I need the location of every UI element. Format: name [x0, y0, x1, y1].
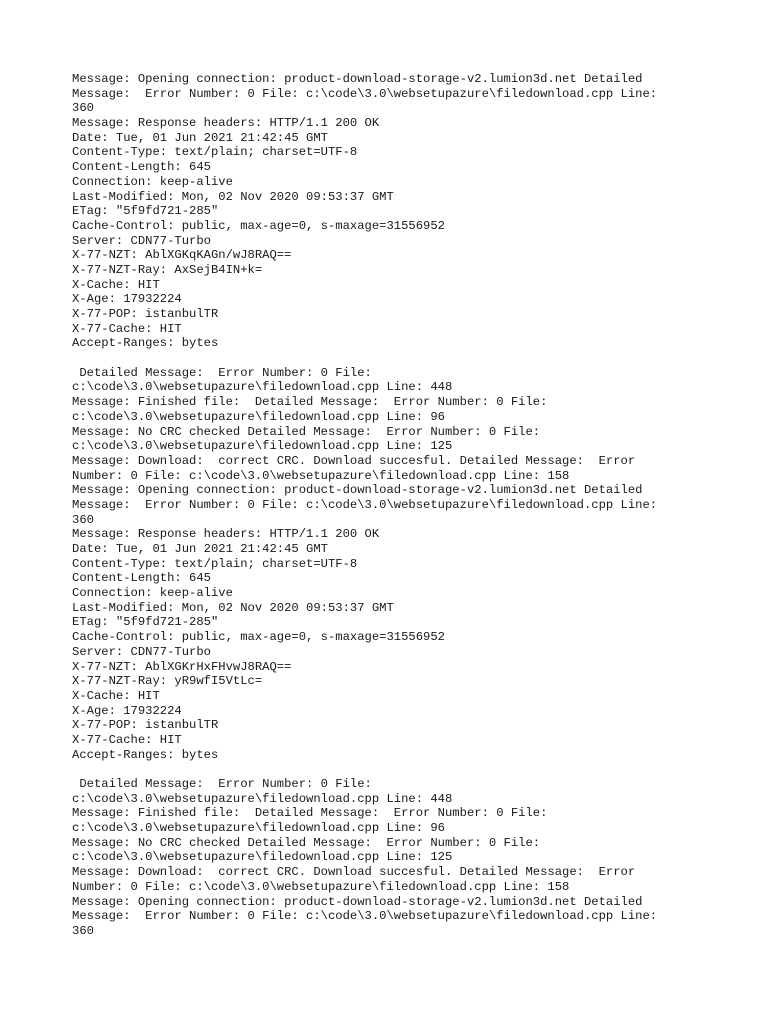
log-line: Message: Opening connection: product-download-storage-v2.lumion3d.net Detailed [72, 894, 643, 909]
log-line: Last-Modified: Mon, 02 Nov 2020 09:53:37 GMT [72, 189, 394, 204]
log-line: Message: Response headers: HTTP/1.1 200 OK [72, 116, 380, 131]
log-line: Detailed Message: Error Number: 0 File: [72, 777, 372, 791]
log-line: Content-Length: 645 [72, 571, 211, 586]
log-line: c:\code\3.0\websetupazure\filedownload.cpp Line: 125 [72, 439, 453, 454]
log-line: Message: Download: correct CRC. Download succesful. Detailed Message: Error [72, 453, 636, 468]
log-line: Cache-Control: public, max-age=0, s-maxage=31556952 [72, 218, 445, 233]
log-line: X-Cache: HIT [72, 277, 160, 292]
log-line: Connection: keep-alive [72, 174, 233, 189]
log-line [72, 351, 712, 366]
log-line: Detailed Message: Error Number: 0 File: [72, 365, 372, 380]
log-line: 360 [72, 923, 94, 938]
log-line: X-77-POP: istanbulTR [72, 718, 219, 733]
log-line: Date: Tue, 01 Jun 2021 21:42:45 GMT [72, 130, 328, 145]
log-line: Server: CDN77-Turbo [72, 644, 211, 659]
log-line: Message: Opening connection: product-download-storage-v2.lumion3d.net Detailed [72, 72, 643, 86]
log-line: 360 [72, 101, 94, 116]
log-line: X-77-NZT-Ray: yR9wfI5VtLc= [72, 674, 263, 689]
log-line: Server: CDN77-Turbo [72, 233, 211, 248]
log-line: Message: No CRC checked Detailed Message: Error Number: 0 File: [72, 835, 541, 850]
log-page [72, 72, 712, 939]
log-line: Message: Error Number: 0 File: c:\code\3.0\websetupazure\filedownload.cpp Line: [72, 909, 658, 924]
log-line: Number: 0 File: c:\code\3.0\websetupazure\filedownload.cpp Line: 158 [72, 879, 570, 894]
log-line: Cache-Control: public, max-age=0, s-maxage=31556952 [72, 630, 445, 645]
log-line: Message: No CRC checked Detailed Message: Error Number: 0 File: [72, 424, 541, 439]
log-line: Number: 0 File: c:\code\3.0\websetupazure\filedownload.cpp Line: 158 [72, 468, 570, 483]
log-line: 360 [72, 512, 94, 527]
log-line: ETag: "5f9fd721-285" [72, 615, 219, 630]
log-line: Message: Finished file: Detailed Message: Error Number: 0 File: [72, 395, 548, 410]
log-line: X-77-NZT: AblXGKqKAGn/wJ8RAQ== [72, 248, 292, 263]
log-line: Accept-Ranges: bytes [72, 747, 219, 762]
log-line: X-77-Cache: HIT [72, 732, 182, 747]
log-line: Message: Error Number: 0 File: c:\code\3.0\websetupazure\filedownload.cpp Line: [72, 86, 658, 101]
log-line: c:\code\3.0\websetupazure\filedownload.cpp Line: 96 [72, 409, 445, 424]
log-line: Content-Type: text/plain; charset=UTF-8 [72, 145, 358, 160]
log-line: Message: Error Number: 0 File: c:\code\3.0\websetupazure\filedownload.cpp Line: [72, 497, 658, 512]
log-line: Message: Opening connection: product-download-storage-v2.lumion3d.net Detailed [72, 483, 643, 498]
log-line: X-Cache: HIT [72, 688, 160, 703]
log-line: X-Age: 17932224 [72, 292, 182, 307]
log-line: Message: Download: correct CRC. Download succesful. Detailed Message: Error [72, 865, 636, 880]
log-line: X-77-POP: istanbulTR [72, 307, 219, 321]
log-line: c:\code\3.0\websetupazure\filedownload.cpp Line: 96 [72, 821, 445, 836]
log-line: Message: Response headers: HTTP/1.1 200 OK [72, 527, 380, 542]
log-line: ETag: "5f9fd721-285" [72, 204, 219, 219]
log-line: c:\code\3.0\websetupazure\filedownload.cpp Line: 448 [72, 791, 453, 806]
log-line: X-77-NZT: AblXGKrHxFHvwJ8RAQ== [72, 659, 292, 674]
log-line: Content-Length: 645 [72, 160, 211, 175]
log-line: c:\code\3.0\websetupazure\filedownload.cpp Line: 448 [72, 380, 453, 395]
log-line: c:\code\3.0\websetupazure\filedownload.cpp Line: 125 [72, 850, 453, 865]
log-line: Last-Modified: Mon, 02 Nov 2020 09:53:37 GMT [72, 600, 394, 615]
log-line: Date: Tue, 01 Jun 2021 21:42:45 GMT [72, 542, 328, 556]
log-line: X-77-Cache: HIT [72, 321, 182, 336]
log-line [72, 762, 712, 777]
log-line: Content-Type: text/plain; charset=UTF-8 [72, 556, 358, 571]
log-line: Connection: keep-alive [72, 586, 233, 601]
log-line: X-77-NZT-Ray: AxSejB4IN+k= [72, 262, 263, 277]
log-line: Accept-Ranges: bytes [72, 336, 219, 351]
log-line: Message: Finished file: Detailed Message: Error Number: 0 File: [72, 806, 548, 821]
log-line: X-Age: 17932224 [72, 703, 182, 718]
